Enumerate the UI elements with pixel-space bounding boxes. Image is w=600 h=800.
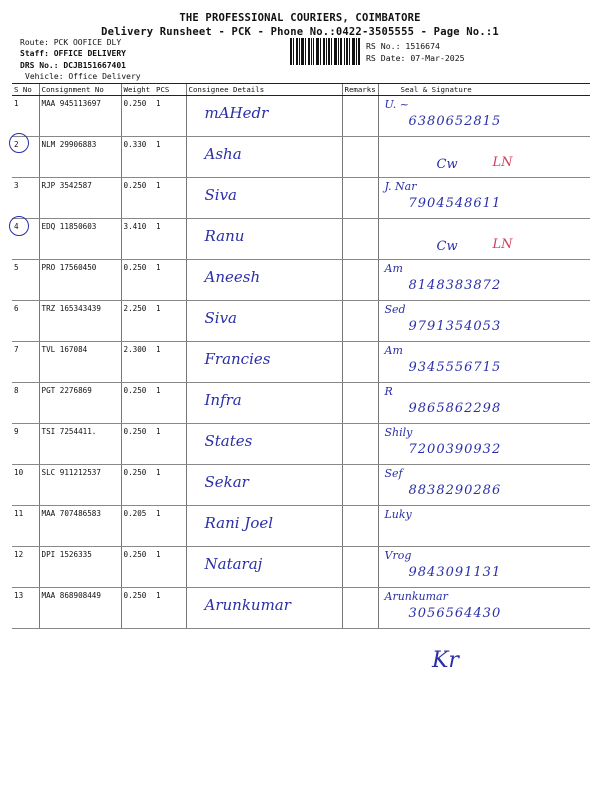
rs-date: RS Date: 07-Mar-2025 [366,53,465,63]
phone-handwriting: 6380652815 [408,114,502,129]
row-consignee [186,588,342,629]
consignee-handwriting: Siva [204,309,237,327]
table-row [12,96,590,137]
signature-handwriting: Sef [384,467,403,480]
row-pcs: 1 [154,178,186,219]
row-pcs: 1 [154,219,186,260]
final-signature: Kr [432,648,459,673]
row-weight: 0.250 [121,96,154,137]
row-pcs: 1 [154,588,186,629]
table-row [12,506,590,547]
row-remarks [342,383,378,424]
row-consignment-no: PGT 2276869 [39,383,121,424]
table-row [12,137,590,178]
row-consignment-no: MAA 945113697 [39,96,121,137]
consignee-handwriting: Sekar [204,473,249,491]
row-consignment-no: TRZ 165343439 [39,301,121,342]
row-sno: 11 [12,506,39,547]
drs-label: DRS No.: [20,61,59,70]
row-consignment-no: EDQ 11850603 [39,219,121,260]
row-seal-signature [378,178,590,219]
row-weight: 2.250 [121,301,154,342]
row-weight: 0.250 [121,588,154,629]
row-seal-signature [378,424,590,465]
consignee-handwriting: Arunkumar [204,596,291,614]
col-remarks: Remarks [342,84,378,96]
row-consignee [186,506,342,547]
table-row [12,424,590,465]
phone-handwriting: 7200390932 [408,442,502,457]
row-weight: 0.250 [121,547,154,588]
row-consignee [186,547,342,588]
signature-handwriting: R [384,385,393,398]
row-weight: 0.250 [121,465,154,506]
table-header-row [12,84,590,96]
runsheet-table [12,83,590,629]
row-sno: 6 [12,301,39,342]
table-row [12,342,590,383]
row-consignee [186,301,342,342]
ink-circle-row-2 [9,133,29,153]
staff-label: Staff: [20,49,49,58]
stamp-mark-red: LN [492,237,513,252]
table-row [12,588,590,629]
row-pcs: 1 [154,506,186,547]
drs-text [20,60,126,71]
row-remarks [342,424,378,465]
row-sno: 9 [12,424,39,465]
row-weight: 0.250 [121,178,154,219]
table-row [12,219,590,260]
consignee-handwriting: Aneesh [204,268,261,286]
table-row [12,547,590,588]
row-consignee [186,137,342,178]
table-row [12,465,590,506]
row-sno: 4 [12,219,39,260]
row-consignment-no: SLC 911212537 [39,465,121,506]
rs-number: RS No.: 1516674 [366,41,440,51]
table-row [12,301,590,342]
row-remarks [342,137,378,178]
row-consignee [186,96,342,137]
consignee-handwriting: Francies [204,350,271,368]
table-row [12,260,590,301]
row-weight: 2.300 [121,342,154,383]
col-sno: S No [12,84,39,96]
row-remarks [342,465,378,506]
row-consignment-no: DPI 1526335 [39,547,121,588]
row-seal-signature [378,588,590,629]
row-remarks [342,588,378,629]
row-remarks [342,219,378,260]
drs-value: DCJB151667401 [58,61,126,70]
signature-handwriting: U. ~ [384,98,409,111]
signature-handwriting: Am [384,344,403,357]
row-seal-signature [378,383,590,424]
row-pcs: 1 [154,301,186,342]
row-sno: 8 [12,383,39,424]
phone-handwriting: 9791354053 [408,319,502,334]
row-pcs: 1 [154,137,186,178]
row-remarks [342,506,378,547]
row-consignment-no: NLM 29906883 [39,137,121,178]
runsheet-title: Delivery Runsheet - PCK - Phone No.:0422-3505555 - Page No.:1 [101,26,499,38]
row-pcs: 1 [154,342,186,383]
signature-handwriting: J. Nar [384,180,417,193]
row-sno: 10 [12,465,39,506]
row-consignment-no: PRO 17560450 [39,260,121,301]
row-seal-signature [378,342,590,383]
phone-handwriting: 9843091131 [408,565,502,580]
row-consignment-no: TSI 7254411. [39,424,121,465]
row-pcs: 1 [154,383,186,424]
consignee-handwriting: mAHedr [204,104,269,122]
signature-handwriting: Shily [384,426,413,439]
row-consignee [186,383,342,424]
row-pcs: 1 [154,465,186,506]
row-seal-signature [378,260,590,301]
row-sno: 2 [12,137,39,178]
signature-handwriting: Arunkumar [384,590,448,603]
row-consignment-no: RJP 3542587 [39,178,121,219]
signature-handwriting: Sed [384,303,406,316]
col-consignee: Consignee Details [186,84,342,96]
row-weight: 0.330 [121,137,154,178]
phone-handwriting: 8148383872 [408,278,502,293]
row-seal-signature [378,465,590,506]
row-consignee [186,260,342,301]
row-remarks [342,178,378,219]
row-weight: 0.205 [121,506,154,547]
stamp-mark: Cw [436,239,458,254]
signature-handwriting: Am [384,262,403,275]
table-row [12,178,590,219]
row-weight: 0.250 [121,260,154,301]
row-sno: 12 [12,547,39,588]
row-consignee [186,424,342,465]
row-consignee [186,342,342,383]
row-pcs: 1 [154,96,186,137]
consignee-handwriting: Ranu [204,227,245,245]
consignee-handwriting: Nataraj [204,555,263,573]
row-pcs: 1 [154,260,186,301]
row-sno: 5 [12,260,39,301]
row-seal-signature [378,137,590,178]
barcode [290,38,360,65]
signature-handwriting: Luky [384,508,412,521]
stamp-mark: Cw [436,157,458,172]
row-consignee [186,219,342,260]
row-remarks [342,301,378,342]
row-seal-signature [378,301,590,342]
row-sno: 3 [12,178,39,219]
vehicle-text: Vehicle: Office Delivery [25,72,141,81]
consignee-handwriting: Asha [204,145,242,163]
phone-handwriting: 8838290286 [408,483,502,498]
row-consignment-no: MAA 868908449 [39,588,121,629]
ink-circle-row-4 [9,216,29,236]
route-text: Route: PCK OOFICE DLY [20,38,122,47]
row-remarks [342,547,378,588]
col-pcs: PCS [154,84,186,96]
staff-value: OFFICE DELIVERY [48,49,126,58]
staff-text [20,48,126,59]
phone-handwriting: 7904548611 [408,196,502,211]
rs-info [366,40,465,64]
row-seal-signature [378,219,590,260]
row-weight: 3.410 [121,219,154,260]
row-seal-signature [378,506,590,547]
row-remarks [342,260,378,301]
phone-handwriting: 9345556715 [408,360,502,375]
company-title: THE PROFESSIONAL COURIERS, COIMBATORE [179,12,421,24]
row-weight: 0.250 [121,424,154,465]
row-seal-signature [378,96,590,137]
consignee-handwriting: Infra [204,391,242,409]
row-consignment-no: MAA 707486583 [39,506,121,547]
row-pcs: 1 [154,424,186,465]
row-sno: 1 [12,96,39,137]
table-row [12,383,590,424]
row-consignee [186,178,342,219]
row-remarks [342,342,378,383]
row-pcs: 1 [154,547,186,588]
phone-handwriting: 3056564430 [408,606,502,621]
row-consignment-no: TVL 167084 [39,342,121,383]
signature-handwriting: Vrog [384,549,412,562]
col-signature: Seal & Signature [378,84,590,96]
consignee-handwriting: Rani Joel [204,514,274,532]
phone-handwriting: 9865862298 [408,401,502,416]
stamp-mark-red: LN [492,155,513,170]
consignee-handwriting: States [204,432,253,450]
row-sno: 7 [12,342,39,383]
row-consignee [186,465,342,506]
col-consignment: Consignment No [39,84,121,96]
col-weight: Weight [121,84,154,96]
consignee-handwriting: Siva [204,186,237,204]
row-seal-signature [378,547,590,588]
row-weight: 0.250 [121,383,154,424]
row-remarks [342,96,378,137]
row-sno: 13 [12,588,39,629]
